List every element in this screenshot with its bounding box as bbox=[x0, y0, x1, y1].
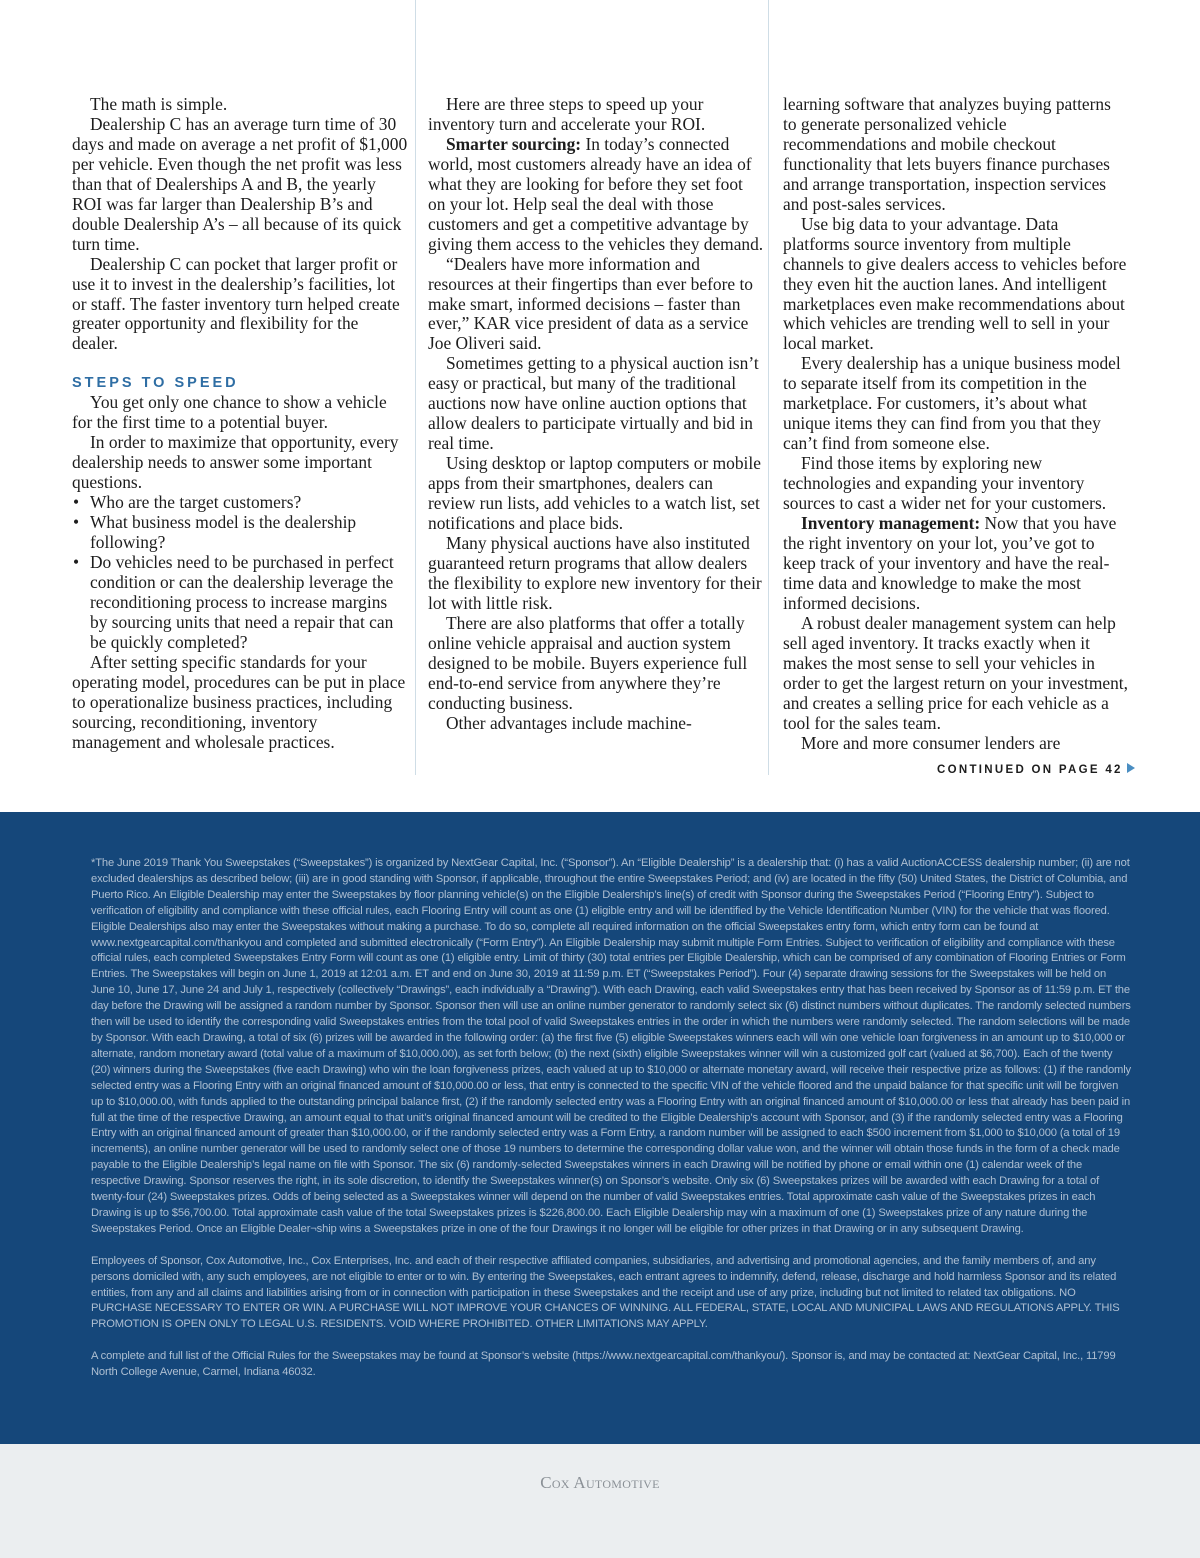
brand-wordmark: Cox Automotive bbox=[540, 1473, 660, 1492]
disclaimer-paragraph: *The June 2019 Thank You Sweepstakes (“Sweepstakes”) is organized by NextGear Capital, Inc. (“Sponsor”). An “Eligible Dealership” is a dealership that: (i) has a valid AuctionACCESS dealership number; (ii) are not excluded dealerships as described below; (iii) are in good standing with Sponsor, if applicable, throughout the entire Sweepstakes Period; and (iv) are located in the fifty (50) United States, the District of Columbia, and Puerto Rico. An Eligible Dealership may enter the Sweepstakes by floor planning vehicle(s) on the Eligible Dealership’s line(s) of credit with Sponsor during the Sweepstakes Period (“Flooring Entry”). Subject to verification of eligibility and compliance with these official rules, each Flooring Entry will count as one (1) eligible entry and will be identified by the Vehicle Identification Number (VIN) for the vehicle that was floored. Eligible Dealerships also may enter the Sweepstakes without making a purchase. To do so, complete all required information on the official Sweepstakes entry form, which entry form can be found at www.nextgearcapital.com/thankyou and completed and submitted electronically (“Form Entry”). An Eligible Dealership may submit multiple Form Entries. Subject to verification of eligibility and compliance with these official rules, each completed Sweepstakes Entry Form will count as one (1) eligible entry. Limit of thirty (30) total entries per Eligible Dealership, which can be comprised of any combination of Flooring Entries or Form Entries. The Sweepstakes will begin on June 1, 2019 at 12:01 a.m. ET and end on June 30, 2019 at 11:59 p.m. ET (“Sweepstakes Period”). Four (4) separate drawing sessions for the Sweepstakes will be held on June 10, June 17, June 24 and July 1, respectively (collectively “Drawings”, each individually a “Drawing”). With each Drawing, each valid Sweepstakes entry that has been received by Sponsor as of 11:59 p.m. ET the day before the Drawing will be assigned a random number by Sponsor. Sponsor then will use an online number generator to randomly select six (6) distinct numbers without duplicates. The randomly selected numbers then will be used to identify the corresponding valid Sweepstakes entries from the total pool of valid Sweepstakes entries in the order in which the numbers were randomly selected. The random selections will be made by Sponsor. With each Drawing, a total of six (6) prizes will be awarded in the following order: (a) the first five (5) eligible Sweepstakes winners each will win one vehicle loan forgiveness in an amount up to $10,000 or alternate, random monetary award (total value of a maximum of $10,000.00), as set forth below; (b) the next (sixth) eligible Sweepstakes winner will win a customized golf cart (valued at $6,700). Each of the twenty (20) winners during the Sweepstakes (five each Drawing) who win the loan forgiveness prizes, each valued at up to $10,000 or alternate monetary award, will receive their respective prize as follows: (1) if the randomly selected entry was a Flooring Entry with an original financed amount of $10,000.00 or less, that entry is connected to the specific VIN of the vehicle floored and the unpaid balance for that specific unit will be forgiven up to $10,000.00, with funds applied to the outstanding principal balance first, (2) if the randomly selected entry was a Flooring Entry with an original financed amount of $10,000.00 or less that already has been paid in full at the time of the respective Drawing, an amount equal to that unit’s original financed amount will be credited to the Eligible Dealership’s account with Sponsor, and (3) if the randomly selected entry was a Flooring Entry with an original financed amount of greater than $10,000.00, or if the randomly selected entry was a Form Entry, a random number will be assigned to each $500 increment from $1,000 to $10,000 (a total of 19 increments), an online number generator will be used to randomly select one of those 19 numbers to determine the corresponding dollar value won, and the winner will obtain those funds in the form of a check made payable to the Eligible Dealership’s legal name on file with Sponsor. The six (6) randomly-selected Sweepstakes winners in each Drawing will be notified by phone or email within one (1) calendar week of the respective Drawing. Sponsor reserves the right, in its sole discretion, to identify the Sweepstakes winner(s) on Sponsor’s website. Only six (6) Sweepstakes prizes will be awarded with each Drawing for a total of twenty-four (24) Sweepstakes prizes. Odds of being selected as a Sweepstakes winner will depend on the number of valid Sweepstakes entries. Total approximate cash value of the Sweepstakes prizes in each Drawing is up to $56,700.00. Total approximate cash value of the total Sweepstakes prizes is $226,800.00. Each Eligible Dealership may win a maximum of one (1) Sweepstakes prize of any nature during the Sweepstakes Period. Once an Eligible Dealer¬ship wins a Sweepstakes prize in one of the four Drawings it no longer will be eligible for other prizes in that Drawing or in any subsequent Drawing. bbox=[91, 857, 1131, 1235]
section-heading: STEPS TO SPEED bbox=[72, 375, 239, 392]
paragraph: Dealership C has an average turn time of 30 days and made on average a net profit of $1,000 per vehicle. Even though the net profit was less than that of Dealerships A and B, the yearly ROI was far larger than Dealership B’s and double Dealership A’s – all because of its quick turn time. bbox=[72, 113, 408, 254]
paragraph: You get only one chance to show a vehicle for the first time to a potential buyer. bbox=[72, 392, 387, 433]
list-item: • Who are the target customers? bbox=[72, 493, 408, 513]
paragraph: Here are three steps to speed up your inventory turn and accelerate your ROI. bbox=[428, 94, 706, 134]
paragraph-text: Now that you have the right inventory on your lot, you’ve got to keep track of your inventory and have the real-time data and knowledge to make the most informed decisions. bbox=[783, 513, 1117, 613]
paragraph bbox=[783, 514, 1128, 614]
paragraph: Sometimes getting to a physical auction isn’t easy or practical, but many of the traditional auctions now have online auction options that allow dealers to participate virtually and bid in real time. bbox=[428, 353, 759, 454]
list-item: • Do vehicles need to be purchased in perfect condition or can the dealership leverage the reconditioning process to increase margins by sourcing units that need a repair that can be quickly completed? bbox=[72, 553, 408, 653]
paragraph: The math is simple. bbox=[90, 94, 228, 114]
column-divider bbox=[768, 0, 769, 775]
lead-in: Inventory management: bbox=[801, 513, 981, 534]
paragraph: Using desktop or laptop computers or mobile apps from their smartphones, dealers can review run lists, add vehicles to a watch list, set notifications and place bids. bbox=[428, 453, 761, 534]
list-item: • What business model is the dealership following? bbox=[72, 513, 408, 553]
paragraph: After setting specific standards for your operating model, procedures can be put in place to operationalize business practices, including sourcing, reconditioning, inventory management and wholesale practices. bbox=[72, 651, 406, 752]
paragraph: Every dealership has a unique business model to separate itself from its competition in the marketplace. For customers, it’s about what unique items they can find from you that they can’t find from someone else. bbox=[783, 353, 1121, 454]
paragraph: There are also platforms that offer a totally online vehicle appraisal and auction system designed to be mobile. Buyers experience full end-to-end service from anywhere they’re conducting business. bbox=[428, 612, 748, 713]
footer bbox=[0, 1444, 1200, 1558]
arrow-right-icon bbox=[1127, 763, 1135, 773]
question-list bbox=[72, 493, 408, 653]
article-column-1 bbox=[72, 95, 408, 753]
continued-link[interactable] bbox=[937, 763, 1135, 776]
sweepstakes-rules bbox=[91, 856, 1131, 1381]
disclaimer-paragraph: Employees of Sponsor, Cox Automotive, Inc., Cox Enterprises, Inc. and each of their respective affiliated companies, subsidiaries, and advertising and promotional agencies, and the family members of, and any persons domiciled with, any such employees, are not eligible to enter or to win. By entering the Sweepstakes, each entrant agrees to indemnify, defend, release, discharge and hold harmless Sponsor and its related entities, from any and all claims and liabilities arising from or in connection with participation in these Sweepstakes and the receipt and use of any prize, including but not limited to related tax obligations. NO PURCHASE NECESSARY TO ENTER OR WIN. A PURCHASE WILL NOT IMPROVE YOUR CHANCES OF WINNING. ALL FEDERAL, STATE, LOCAL AND MUNICIPAL LAWS AND REGULATIONS APPLY. THIS PROMOTION IS OPEN ONLY TO LEGAL U.S. RESIDENTS. VOID WHERE PROHIBITED. OTHER LIMITATIONS MAY APPLY. bbox=[91, 1254, 1120, 1331]
paragraph: In order to maximize that opportunity, every dealership needs to answer some important questions. bbox=[72, 432, 399, 493]
paragraph: More and more consumer lenders are bbox=[801, 732, 1061, 753]
paragraph: learning software that analyzes buying patterns to generate personalized vehicle recommendations and mobile checkout functionality that lets buyers finance purchases and arrange transportation, inspection services and post-sales services. bbox=[783, 94, 1111, 214]
paragraph: Many physical auctions have also instituted guaranteed return programs that allow dealers the flexibility to explore new inventory for their lot with little risk. bbox=[428, 532, 762, 613]
paragraph: A robust dealer management system can help sell aged inventory. It tracks exactly when it makes the most sense to sell your vehicles in order to get the largest return on your investment, and creates a selling price for each vehicle as a tool for the sales team. bbox=[783, 612, 1128, 733]
paragraph bbox=[428, 135, 764, 255]
paragraph: Use big data to your advantage. Data platforms source inventory from multiple channels to give dealers access to vehicles before they even hit the auction lanes. And intelligent marketplaces even make recommendations about which vehicles are trending well to sell in your local market. bbox=[783, 213, 1127, 354]
paragraph: Dealership C can pocket that larger profit or use it to invest in the dealership’s facilities, lot or staff. The faster inventory turn helped create greater opportunity and flexibility for the dealer. bbox=[72, 253, 400, 354]
lead-in: Smarter sourcing: bbox=[446, 133, 582, 154]
continued-label: CONTINUED ON PAGE 42 bbox=[937, 764, 1123, 776]
paragraph: “Dealers have more information and resources at their fingertips than ever before to make smart, informed decisions – faster than ever,” KAR vice president of data as a service Joe Oliveri said. bbox=[428, 253, 753, 354]
disclaimer-paragraph: A complete and full list of the Official Rules for the Sweepstakes may be found at Sponsor’s website (https://www.nextgearcapital.com/thankyou/). Sponsor is, and may be contacted at: NextGear Capital, Inc., 11799 North College Avenue, Carmel, Indiana 46032. bbox=[91, 1350, 1116, 1379]
paragraph: Find those items by exploring new technologies and expanding your inventory sources to cast a wider net for your customers. bbox=[783, 453, 1107, 514]
article-column-3 bbox=[783, 95, 1128, 753]
paragraph-text: In today’s connected world, most customers already have an idea of what they are looking for before they set foot on your lot. Help seal the deal with those customers and get a competitive advantage by giving them access to the vehicles they demand. bbox=[428, 133, 764, 254]
article-column-2 bbox=[428, 95, 764, 734]
column-divider bbox=[415, 0, 416, 775]
paragraph: Other advantages include machine- bbox=[446, 712, 692, 733]
